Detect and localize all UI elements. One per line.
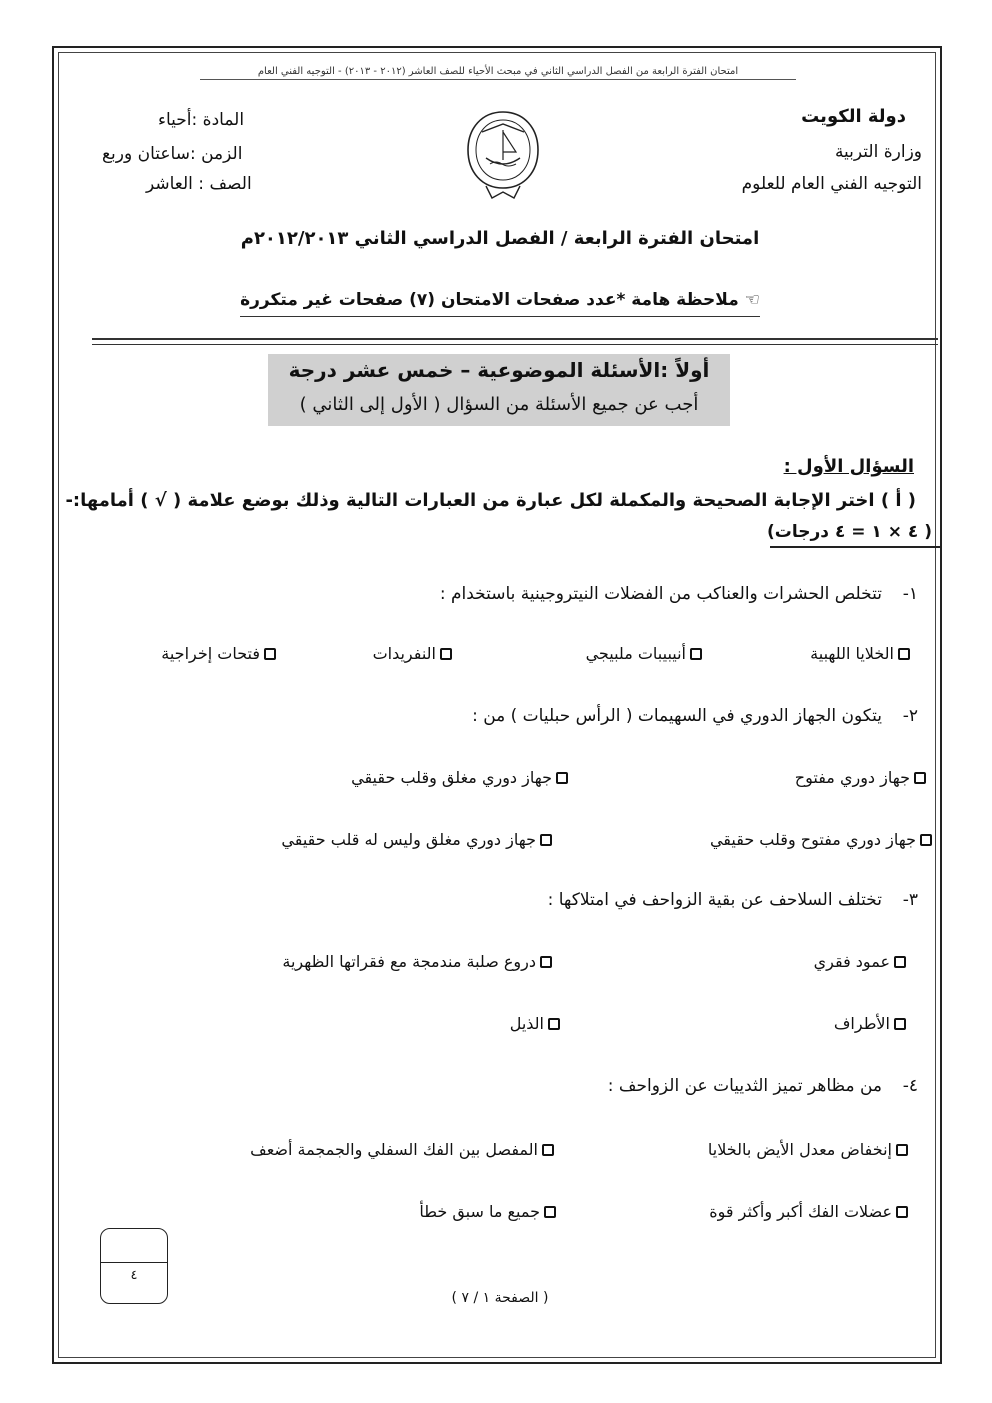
exam-title: امتحان الفترة الرابعة / الفصل الدراسي الثاني ٢٠١٢/٢٠١٣م bbox=[240, 228, 760, 249]
option[interactable] bbox=[282, 952, 552, 971]
option-label: إنخفاض معدل الأيض بالخلايا bbox=[707, 1140, 892, 1159]
option-label: الأطراف bbox=[833, 1014, 890, 1033]
option[interactable] bbox=[250, 1140, 554, 1159]
score-box-divider bbox=[100, 1262, 168, 1263]
separator-rule-bottom bbox=[92, 344, 938, 345]
header-department: التوجيه الفني العام للعلوم bbox=[741, 174, 922, 194]
checkbox-icon[interactable] bbox=[540, 834, 552, 846]
option-label: جهاز دوري مفتوح bbox=[794, 768, 910, 787]
checkbox-icon[interactable] bbox=[556, 772, 568, 784]
checkbox-icon[interactable] bbox=[920, 834, 932, 846]
option[interactable] bbox=[810, 644, 910, 663]
item-text: تختلف السلاحف عن بقية الزواحف في امتلاكها : bbox=[547, 890, 882, 910]
option[interactable] bbox=[710, 830, 932, 849]
header-subject: المادة :أحياء bbox=[158, 110, 245, 130]
item-number: ١- bbox=[902, 584, 918, 604]
state-emblem-icon bbox=[462, 108, 544, 200]
option-label: عمود فقري bbox=[813, 952, 890, 971]
option-label: النفريدات bbox=[372, 644, 436, 663]
item-number: ٣- bbox=[902, 890, 918, 910]
checkbox-icon[interactable] bbox=[264, 648, 276, 660]
option[interactable] bbox=[795, 768, 926, 787]
option[interactable] bbox=[419, 1202, 556, 1221]
option[interactable] bbox=[586, 644, 702, 663]
checkbox-icon[interactable] bbox=[544, 1206, 556, 1218]
item-number: ٢- bbox=[902, 706, 918, 726]
option[interactable] bbox=[709, 1202, 908, 1221]
option[interactable] bbox=[834, 1014, 906, 1033]
item-text: من مظاهر تميز الثدييات عن الزواحف : bbox=[607, 1076, 882, 1096]
option[interactable] bbox=[351, 768, 568, 787]
pages-note: ☜ ملاحظة هامة *عدد صفحات الامتحان (٧) صفحات غير متكررة bbox=[240, 290, 760, 310]
checkbox-icon[interactable] bbox=[896, 1144, 908, 1156]
checkbox-icon[interactable] bbox=[548, 1018, 560, 1030]
checkbox-icon[interactable] bbox=[896, 1206, 908, 1218]
option-label: دروع صلبة مندمجة مع فقراتها الظهرية bbox=[282, 952, 536, 971]
question-instruction: ( أ ) اختر الإجابة الصحيحة والمكملة لكل عبارة من العبارات التالية وذلك بوضع علامة ( √ ) أمامها:- bbox=[65, 490, 916, 511]
option-label: أنيبيبات ملبيجي bbox=[585, 644, 686, 663]
option[interactable] bbox=[814, 952, 906, 971]
option-label: جميع ما سبق خطأ bbox=[419, 1202, 540, 1221]
note-underline bbox=[240, 316, 760, 317]
option[interactable] bbox=[510, 1014, 560, 1033]
option-label: جهاز دوري مغلق وليس له قلب حقيقي bbox=[281, 830, 536, 849]
checkbox-icon[interactable] bbox=[690, 648, 702, 660]
option-label: الخلايا اللهبية bbox=[810, 644, 894, 663]
score-box-total: ٤ bbox=[130, 1268, 138, 1283]
question-marks: ( ٤ × ١ = ٤ درجات) bbox=[767, 522, 932, 542]
top-running-note: امتحان الفترة الرابعة من الفصل الدراسي الثاني في مبحث الأحياء للصف العاشر (٢٠١٢ - ٢٠١٣) - التوجيه الفني العام bbox=[200, 66, 796, 80]
option-label: جهاز دوري مفتوح وقلب حقيقي bbox=[709, 830, 916, 849]
checkbox-icon[interactable] bbox=[914, 772, 926, 784]
option[interactable] bbox=[281, 830, 552, 849]
option[interactable] bbox=[708, 1140, 908, 1159]
section-title: أولاً :الأسئلة الموضوعية – خمس عشر درجة bbox=[288, 358, 710, 382]
option-label: عضلات الفك أكبر وأكثر قوة bbox=[709, 1202, 892, 1221]
item-number: ٤- bbox=[902, 1076, 918, 1096]
checkbox-icon[interactable] bbox=[542, 1144, 554, 1156]
header-duration: الزمن :ساعتان وربع bbox=[102, 144, 243, 164]
option-label: فتحات إخراجية bbox=[161, 644, 260, 663]
header-country: دولة الكويت bbox=[801, 106, 906, 127]
separator-rule-top bbox=[92, 338, 938, 340]
page-number: ( الصفحة ١ / ٧ ) bbox=[451, 1290, 549, 1306]
option[interactable] bbox=[373, 644, 452, 663]
checkbox-icon[interactable] bbox=[898, 648, 910, 660]
section-subtitle: أجب عن جميع الأسئلة من السؤال ( الأول إلى الثاني ) bbox=[299, 394, 699, 415]
checkbox-icon[interactable] bbox=[894, 1018, 906, 1030]
question-heading: السؤال الأول : bbox=[783, 456, 914, 477]
checkbox-icon[interactable] bbox=[440, 648, 452, 660]
option-label: جهاز دوري مغلق وقلب حقيقي bbox=[351, 768, 552, 787]
checkbox-icon[interactable] bbox=[540, 956, 552, 968]
option-label: المفصل بين الفك السفلي والجمجمة أضعف bbox=[250, 1140, 538, 1159]
marks-underline bbox=[770, 546, 940, 548]
item-text: تتخلص الحشرات والعناكب من الفضلات النيتروجينية باستخدام : bbox=[439, 584, 882, 604]
option-label: الذيل bbox=[509, 1014, 544, 1033]
checkbox-icon[interactable] bbox=[894, 956, 906, 968]
option[interactable] bbox=[161, 644, 276, 663]
item-text: يتكون الجهاز الدوري في السهيمات ( الرأس حبليات ) من : bbox=[472, 706, 882, 726]
score-box bbox=[100, 1228, 168, 1304]
header-ministry: وزارة التربية bbox=[834, 142, 922, 162]
header-grade: الصف : العاشر bbox=[146, 174, 252, 194]
